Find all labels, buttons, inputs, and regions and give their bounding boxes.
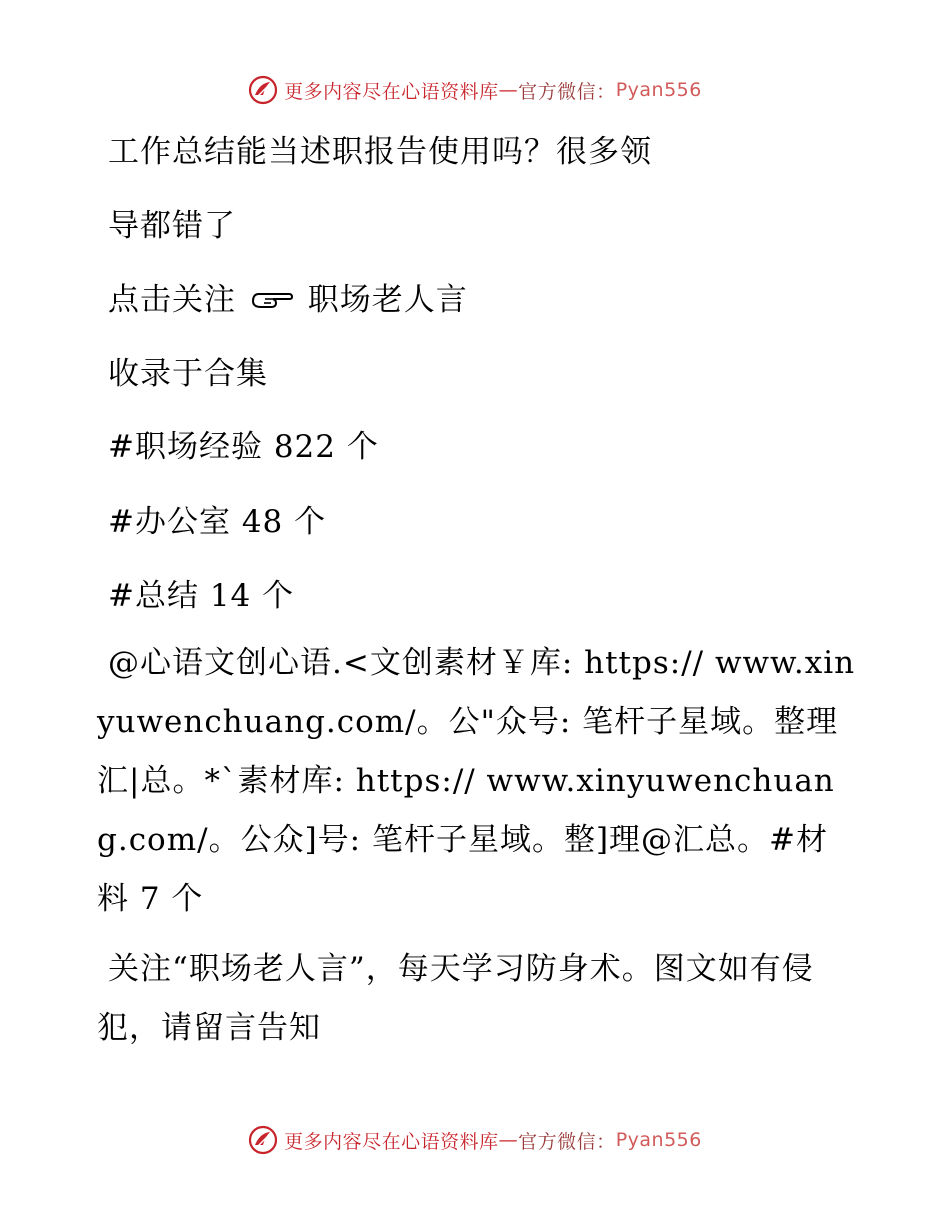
header-watermark-banner: [0, 70, 950, 110]
xinyu-logo-icon: [248, 1125, 278, 1155]
banner-main-text: 更多内容尽在心语资料库: [284, 1130, 499, 1153]
banner-wechat-label: 官方微信：: [518, 80, 616, 103]
banner-main-text: 更多内容尽在心语资料库: [284, 80, 499, 103]
follow-prefix: 点击关注: [108, 282, 236, 318]
tag-office[interactable]: #办公室 48 个: [108, 504, 327, 540]
tag-summary[interactable]: #总结 14 个: [108, 578, 295, 614]
pointing-hand-icon: [251, 289, 293, 311]
tag-materials-block[interactable]: @心语文创心语.<文创素材￥库: https:// www.xinyuwenchuang.com/。公"众号: 笔杆子星域。整理汇|总。*`素材库: https:// www.xinyuwenchuang.com/。公众]号: 笔杆子星域。整]理@汇总。#材料 7 个: [97, 645, 856, 917]
tag-workplace-experience[interactable]: #职场经验 822 个: [108, 429, 379, 465]
footer-note: 关注“职场老人言”，每天学习防身术。图文如有侵犯，请留言告知: [97, 951, 814, 1046]
xinyu-logo-icon: [248, 75, 278, 105]
footer-watermark-banner: [0, 1120, 950, 1160]
banner-dash: —: [498, 1129, 519, 1151]
banner-wechat-id: Pyan556: [615, 1129, 702, 1151]
banner-wechat-label: 官方微信：: [518, 1130, 616, 1153]
banner-wechat-id: Pyan556: [615, 79, 702, 101]
follow-line[interactable]: [108, 274, 468, 319]
banner-dash: —: [498, 79, 519, 101]
follow-account-name: 职场老人言: [307, 282, 468, 318]
title-line-1: 工作总结能当述职报告使用吗？很多领: [108, 134, 652, 170]
title-line-2: 导都错了: [108, 208, 236, 244]
collection-label: 收录于合集: [108, 356, 268, 392]
